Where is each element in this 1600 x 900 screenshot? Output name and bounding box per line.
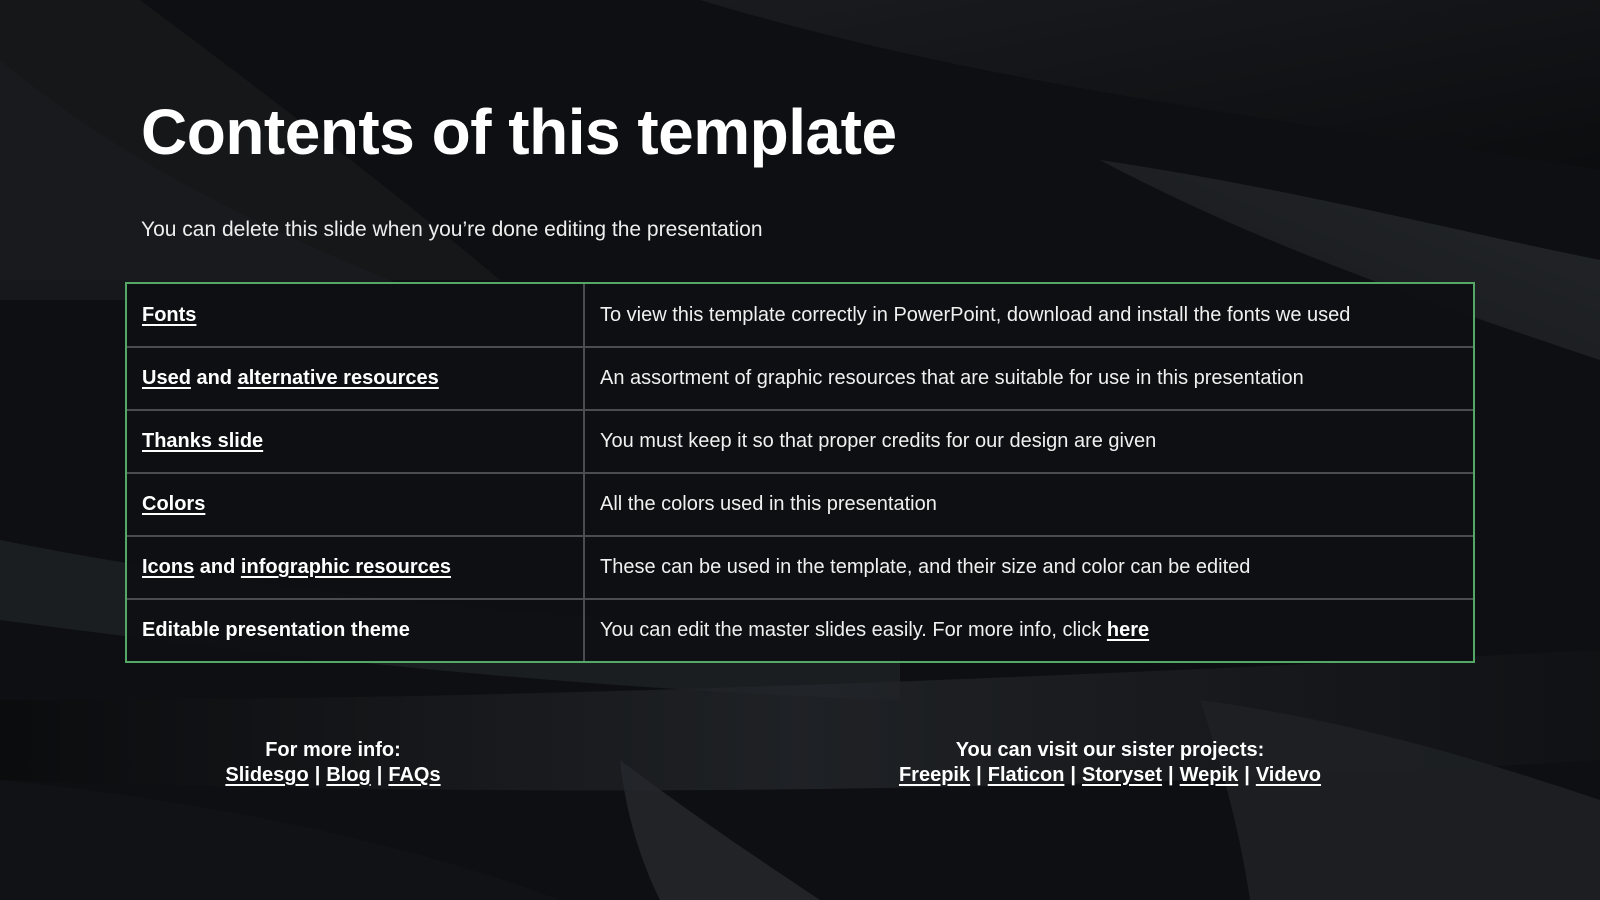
footer-link-freepik[interactable]: Freepik [898, 764, 971, 786]
link-here[interactable]: here [1106, 619, 1150, 641]
page-title: Contents of this template [141, 96, 897, 168]
table-row [127, 284, 1473, 346]
table-row [127, 535, 1473, 598]
footer-sister-projects-heading: You can visit our sister projects: [955, 739, 1265, 761]
footer-link-blog[interactable]: Blog [326, 764, 371, 786]
topic-text: and [194, 556, 241, 578]
description-text: You can edit the master slides easily. For more info, click [600, 619, 1107, 641]
page-subtitle: You can delete this slide when you’re done editing the presentation [141, 218, 763, 241]
link-used[interactable]: Used [142, 367, 191, 389]
footer-more-info [133, 738, 533, 788]
link-fonts[interactable]: Fonts [142, 303, 197, 326]
link-separator: | [1070, 764, 1077, 786]
table-row [127, 346, 1473, 409]
link-alternative-resources[interactable]: alternative resources [237, 367, 439, 389]
topic-cell [127, 600, 585, 661]
footer-sister-projects-links [810, 763, 1410, 788]
footer-link-faqs[interactable]: FAQs [388, 764, 441, 786]
description-cell [585, 474, 1473, 535]
description-cell [585, 537, 1473, 598]
footer-link-videvo[interactable]: Videvo [1255, 764, 1322, 786]
footer-link-wepik[interactable]: Wepik [1179, 764, 1239, 786]
topic-cell [127, 284, 585, 346]
link-separator: | [1244, 764, 1250, 786]
table-row [127, 598, 1473, 661]
link-colors[interactable]: Colors [142, 493, 206, 515]
footer-more-info-heading: For more info: [265, 739, 401, 761]
topic-cell [127, 411, 585, 472]
table-row [127, 409, 1473, 472]
footer-link-flaticon[interactable]: Flaticon [987, 764, 1065, 786]
link-separator: | [1168, 764, 1174, 786]
link-separator: | [976, 764, 982, 786]
link-separator: | [314, 764, 321, 786]
link-separator: | [376, 764, 383, 786]
link-infographic-resources[interactable]: infographic resources [240, 556, 451, 578]
description-cell [585, 284, 1473, 346]
footer-sister-projects [810, 738, 1410, 788]
footer-link-slidesgo[interactable]: Slidesgo [225, 764, 309, 786]
topic-text: Editable presentation theme [142, 619, 410, 641]
link-thanks-slide[interactable]: Thanks slide [142, 430, 264, 452]
description-text: These can be used in the template, and their size and color can be edited [600, 556, 1251, 578]
table-row [127, 472, 1473, 535]
footer-link-storyset[interactable]: Storyset [1082, 764, 1163, 786]
topic-cell [127, 474, 585, 535]
footer-more-info-links [133, 763, 533, 788]
description-text: An assortment of graphic resources that are suitable for use in this presentation [600, 367, 1304, 389]
link-icons[interactable]: Icons [142, 556, 195, 578]
topic-text: and [190, 367, 238, 389]
description-cell [585, 411, 1473, 472]
description-text: All the colors used in this presentation [600, 493, 937, 515]
description-cell [585, 348, 1473, 409]
topic-cell [127, 537, 585, 598]
description-text: You must keep it so that proper credits for our design are given [600, 430, 1157, 452]
contents-table [125, 282, 1475, 663]
description-cell [585, 600, 1473, 661]
description-text: To view this template correctly in PowerPoint, download and install the fonts we used [600, 303, 1351, 326]
topic-cell [127, 348, 585, 409]
